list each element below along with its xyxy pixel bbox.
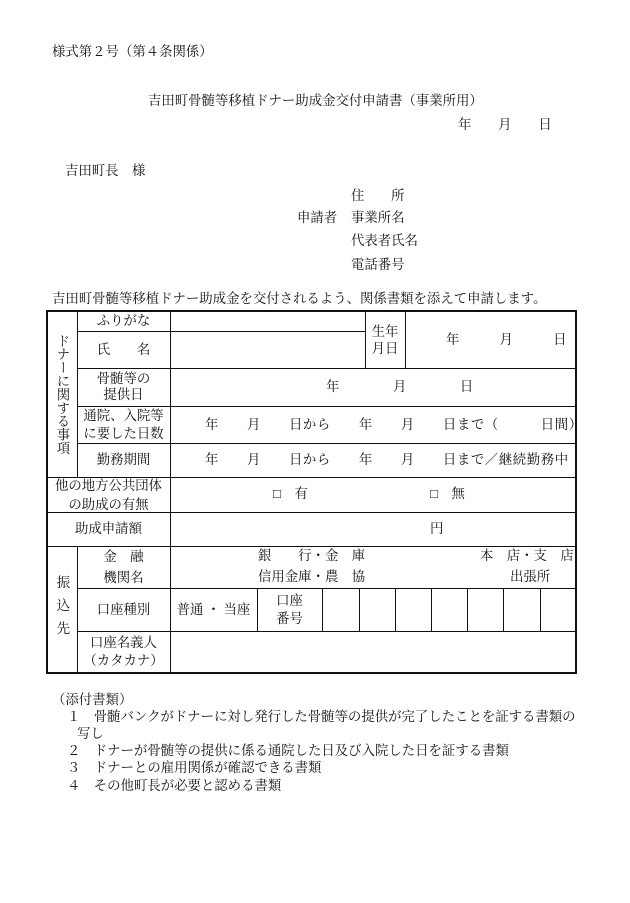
donation-date-label-cell (77, 368, 170, 406)
account-number-label-line-1: 口座 (276, 592, 303, 608)
employment-period-label: 勤務期間 (96, 452, 151, 467)
business-name-label: 事業所名 (351, 210, 405, 225)
applicant-role-label: 申請者 (297, 210, 338, 225)
birthdate-field[interactable] (405, 311, 576, 368)
donation-date-label-line-2: 提供日 (103, 387, 144, 402)
other-aid-field (170, 477, 576, 512)
attachment-item: ４ その他町長が必要と認める書類 (67, 778, 282, 793)
form-number: 様式第２号（第４条関係） (52, 44, 213, 59)
bank-field[interactable] (170, 546, 576, 588)
birthdate-label-line-2: 月日 (371, 340, 399, 356)
account-holder-label-cell (77, 631, 170, 673)
branch-type-options-line-1: 本 店・支 店 (480, 548, 574, 563)
account-type-field[interactable] (170, 588, 257, 631)
address-label: 住 所 (351, 188, 405, 203)
phone-number-label: 電話番号 (351, 257, 405, 272)
furigana-label: ふりがな (96, 313, 151, 328)
amount-label-cell (47, 512, 170, 546)
form-title: 吉田町骨髄等移植ドナー助成金交付申請書（事業所用） (148, 93, 483, 108)
account-number-digit-box[interactable] (395, 588, 431, 631)
attachment-item-continuation: 写し (77, 726, 104, 741)
account-holder-label-line-1: 口座名義人 (90, 635, 157, 650)
account-number-digit-box[interactable] (503, 588, 540, 631)
attachment-item: ２ ドナーが骨髄等の提供に係る通院した日及び入院した日を証する書類 (67, 743, 509, 758)
amount-field[interactable] (170, 512, 576, 546)
account-holder-field[interactable] (170, 631, 576, 673)
attachments-heading: （添付書類） (52, 692, 133, 707)
account-type-options: 普通 ・ 当座 (176, 601, 251, 617)
donation-date-label-line-1: 骨髄等の (96, 371, 151, 386)
name-label-cell (77, 331, 170, 368)
attachment-item: ３ ドナーとの雇用関係が確認できる書類 (67, 760, 322, 775)
account-number-digit-box[interactable] (467, 588, 503, 631)
addressee: 吉田町長 様 (65, 163, 146, 178)
furigana-label-cell (77, 311, 170, 331)
bank-label-line-2: 機関名 (103, 570, 144, 585)
furigana-field[interactable] (170, 311, 365, 331)
donation-date-value: 年 月 日 (326, 379, 474, 394)
bank-label-cell (77, 546, 170, 588)
bank-label-line-1: 金 融 (103, 549, 144, 564)
other-aid-no-checkbox[interactable]: □ 無 (430, 486, 465, 501)
account-type-label: 口座種別 (96, 601, 151, 617)
amount-label: 助成申請額 (75, 521, 142, 536)
application-statement: 吉田町骨髄等移植ドナー助成金を交付されるよう、関係書類を添えて申請します。 (52, 291, 547, 306)
visit-days-value: 年 月 日から 年 月 日まで（ 日間） (205, 416, 583, 432)
representative-name-label: 代表者氏名 (351, 233, 418, 248)
birthdate-label-cell (365, 311, 405, 368)
account-type-label-cell (77, 588, 170, 631)
visit-days-label-line-2: に要した日数 (83, 425, 164, 441)
other-aid-label-cell (47, 477, 170, 512)
transfer-section-label: 振込先 (55, 575, 70, 644)
other-aid-yes-checkbox[interactable]: □ 有 (273, 486, 308, 501)
employment-period-value: 年 月 日から 年 月 日まで／継続勤務中 (205, 452, 569, 467)
bank-type-options-line-1: 銀 行・金 庫 (258, 548, 366, 563)
donation-date-field[interactable] (170, 368, 576, 406)
bank-type-options-line-2: 信用金庫・農 協 (258, 569, 366, 584)
visit-days-label-cell (77, 406, 170, 443)
application-date-line: 年 月 日 (458, 117, 552, 132)
employment-label-cell (77, 443, 170, 477)
branch-type-options-line-2: 出張所 (510, 569, 551, 584)
visit-days-label-line-1: 通院、入院等 (83, 407, 164, 423)
birthdate-value: 年 月 日 (446, 331, 567, 347)
account-holder-label-line-2: （カタカナ） (83, 653, 164, 668)
account-number-digit-box[interactable] (359, 588, 395, 631)
name-field[interactable] (170, 331, 365, 368)
account-number-label-line-2: 番号 (276, 610, 303, 626)
account-number-digit-box[interactable] (431, 588, 467, 631)
birthdate-label-line-1: 生年 (371, 323, 399, 339)
name-label: 氏 名 (96, 341, 151, 357)
account-number-digit-box[interactable] (540, 588, 576, 631)
attachment-item: １ 骨髄バンクがドナーに対し発行した骨髄等の提供が完了したことを証する書類の (67, 709, 576, 724)
account-number-label-cell (257, 588, 322, 631)
employment-period-field[interactable] (170, 443, 576, 477)
other-aid-label-line-1: 他の地方公共団体 (54, 477, 163, 493)
other-aid-label-line-2: の助成の有無 (68, 496, 149, 512)
transfer-section-header (47, 546, 77, 673)
visit-days-field[interactable] (170, 406, 583, 443)
account-number-digit-box[interactable] (322, 588, 359, 631)
amount-unit: 円 (430, 521, 444, 536)
donor-section-header (47, 311, 77, 477)
donor-section-label: ドナーに関する事項 (55, 333, 70, 455)
